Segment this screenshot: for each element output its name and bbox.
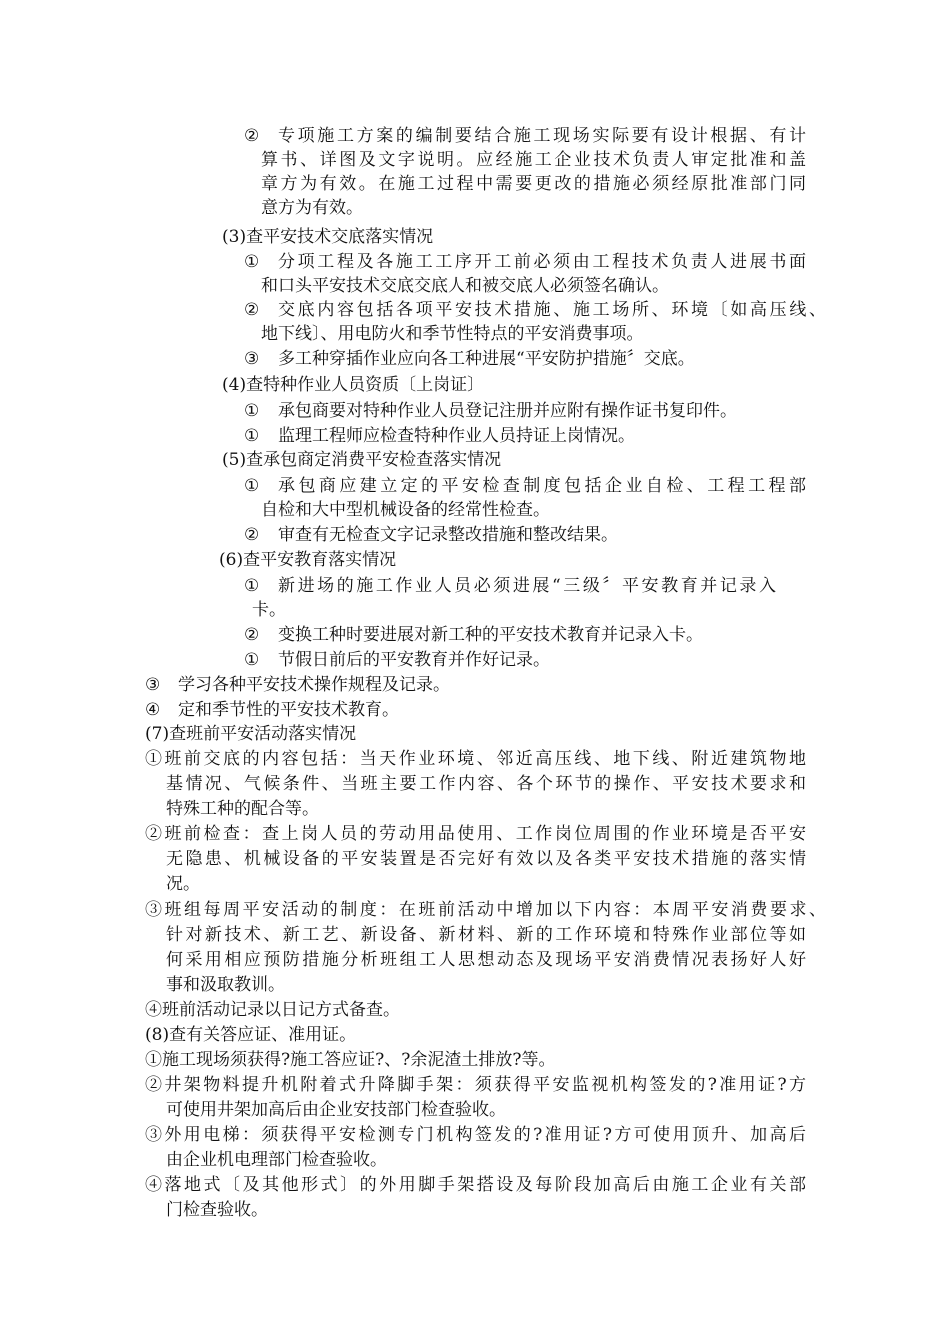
line-text: 事和汲取教训。 <box>166 975 285 995</box>
list-marker: ③ <box>244 349 260 369</box>
line-text: ④落地式〔及其他形式〕的外用脚手架搭设及每阶段加高后由施工企业有关部 <box>145 1175 809 1195</box>
line-text: 学习各种平安技术操作规程及记录。 <box>178 675 450 695</box>
line-text: 可使用井架加高后由企业安技部门检查验收。 <box>166 1100 506 1120</box>
line-text: 审查有无检查文字记录整改措施和整改结果。 <box>278 525 618 545</box>
list-marker: ② <box>244 625 260 645</box>
list-marker: ② <box>244 300 260 320</box>
line-text: 由企业机电理部门检查验收。 <box>166 1150 387 1170</box>
line-text: 章方为有效。在施工过程中需要更改的措施必须经原批准部门同 <box>261 174 809 194</box>
line-text: 算书、详图及文字说明。应经施工企业技术负责人审定批准和盖 <box>261 150 809 170</box>
line-text: (4)查特种作业人员资质〔上岗证〕 <box>222 375 485 395</box>
line-text: 况。 <box>166 874 200 894</box>
line-text: 特殊工种的配合等。 <box>166 799 319 819</box>
list-marker: ③ <box>145 675 161 695</box>
line-text: ②井架物料提升机附着式升降脚手架：须获得平安监视机构签发的?准用证?方 <box>145 1075 809 1095</box>
line-text: ④班前活动记录以日记方式备查。 <box>145 1000 400 1020</box>
line-text: 针对新技术、新工艺、新设备、新材料、新的工作环境和特殊作业部位等如 <box>166 925 809 945</box>
line-text: ①班前交底的内容包括：当天作业环境、邻近高压线、地下线、附近建筑物地 <box>145 749 809 769</box>
list-marker: ② <box>244 525 260 545</box>
line-text: ②班前检查：查上岗人员的劳动用品使用、工作岗位周围的作业环境是否平安 <box>145 824 809 844</box>
list-marker: ① <box>244 576 260 596</box>
line-text: 监理工程师应检查特种作业人员持证上岗情况。 <box>278 426 635 446</box>
line-text: 基情况、气候条件、当班主要工作内容、各个环节的操作、平安技术要求和 <box>166 774 809 794</box>
line-text: 无隐患、机械设备的平安装置是否完好有效以及各类平安技术措施的落实情 <box>166 849 809 869</box>
line-text: (8)查有关答应证、准用证。 <box>145 1025 357 1045</box>
line-text: ①施工现场须获得?施工答应证?、?余泥渣土排放?等。 <box>145 1050 556 1070</box>
line-text: 变换工种时要进展对新工种的平安技术教育并记录入卡。 <box>278 625 703 645</box>
line-text: 地下线〕、用电防火和季节性特点的平安消费事项。 <box>261 324 644 344</box>
line-text: (5)查承包商定消费平安检查落实情况 <box>222 450 502 470</box>
line-text: 何采用相应预防措施分析班组工人思想动态及现场平安消费情况表扬好人好 <box>166 950 809 970</box>
list-marker: ④ <box>145 700 161 720</box>
line-text: 新进场的施工作业人员必须进展“三级〞平安教育并记录入 <box>278 576 779 596</box>
line-text: 承包商应建立定的平安检查制度包括企业自检、工程工程部 <box>278 476 810 496</box>
line-text: 专项施工方案的编制要结合施工现场实际要有设计根据、有计 <box>278 126 809 146</box>
line-text: 节假日前后的平安教育并作好记录。 <box>278 650 550 670</box>
line-text: ③外用电梯：须获得平安检测专门机构签发的?准用证?方可使用顶升、加高后 <box>145 1125 809 1145</box>
line-text: 卡。 <box>252 600 286 620</box>
list-marker: ② <box>244 126 260 146</box>
line-text: 多工种穿插作业应向各工种进展“平安防护措施〞交底。 <box>278 349 695 369</box>
list-marker: ① <box>244 252 260 272</box>
line-text: (6)查平安教育落实情况 <box>219 550 397 570</box>
line-text: 门检查验收。 <box>166 1200 268 1220</box>
line-text: ③班组每周平安活动的制度：在班前活动中增加以下内容：本周平安消费要求、 <box>145 900 829 920</box>
line-text: 承包商要对特种作业人员登记注册并应附有操作证书复印件。 <box>278 401 737 421</box>
list-marker: ① <box>244 426 260 446</box>
line-text: 自检和大中型机械设备的经常性检查。 <box>261 500 550 520</box>
line-text: (3)查平安技术交底落实情况 <box>222 227 434 247</box>
list-marker: ① <box>244 476 260 496</box>
list-marker: ① <box>244 650 260 670</box>
line-text: 和口头平安技术交底交底人和被交底人必须签名确认。 <box>261 276 669 296</box>
line-text: 分项工程及各施工工序开工前必须由工程技术负责人进展书面 <box>278 252 809 272</box>
line-text: 定和季节性的平安技术教育。 <box>178 700 399 720</box>
line-text: 意方为有效。 <box>261 198 363 218</box>
list-marker: ① <box>244 401 260 421</box>
line-text: 交底内容包括各项平安技术措施、施工场所、环境〔如高压线、 <box>278 300 829 320</box>
line-text: (7)查班前平安活动落实情况 <box>145 724 357 744</box>
